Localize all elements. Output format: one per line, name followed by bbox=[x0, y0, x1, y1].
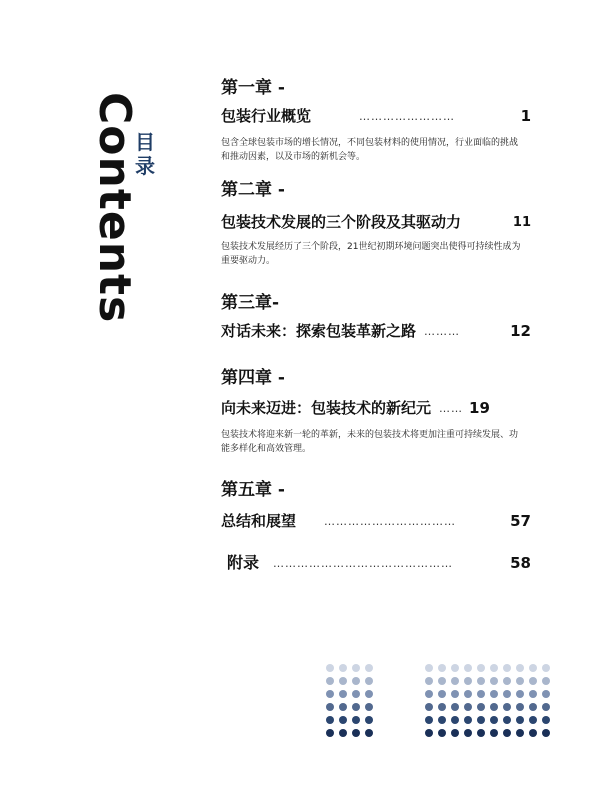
decorative-dot bbox=[490, 729, 498, 737]
chapter-3-leader-dots: ……… bbox=[424, 324, 461, 338]
decorative-dot bbox=[529, 716, 537, 724]
chapter-4-description: 包装技术将迎来新一轮的革新，未来的包装技术将更加注重可持续发展、功能多样化和高效管理。 bbox=[221, 430, 519, 454]
decorative-dot bbox=[542, 703, 550, 711]
chapter-2-entry[interactable] bbox=[221, 211, 531, 233]
decorative-dot bbox=[339, 677, 347, 685]
decorative-dot bbox=[425, 716, 433, 724]
decorative-dot bbox=[490, 664, 498, 672]
contents-title-en: Contents bbox=[89, 92, 140, 324]
chapter-1-label: 第一章 - bbox=[221, 78, 285, 98]
chapter-3-label: 第三章- bbox=[221, 293, 280, 313]
decorative-dot bbox=[352, 664, 360, 672]
decorative-dot bbox=[365, 690, 373, 698]
decorative-dot bbox=[451, 729, 459, 737]
chapter-1-page-number: 1 bbox=[520, 107, 531, 125]
appendix-title: 附录 bbox=[227, 553, 260, 572]
decorative-dot bbox=[365, 729, 373, 737]
chapter-1-leader-dots: …………………… bbox=[359, 109, 456, 123]
decorative-dot bbox=[490, 716, 498, 724]
decorative-dot-grid-right bbox=[425, 664, 555, 742]
chapter-1-entry[interactable] bbox=[221, 105, 531, 127]
decorative-dot bbox=[464, 664, 472, 672]
decorative-dot bbox=[503, 703, 511, 711]
decorative-dot bbox=[365, 664, 373, 672]
decorative-dot bbox=[503, 677, 511, 685]
chapter-1-title: 包装行业概览 bbox=[221, 107, 312, 125]
decorative-dot bbox=[438, 677, 446, 685]
decorative-dot bbox=[326, 729, 334, 737]
decorative-dot bbox=[477, 729, 485, 737]
chapter-1-description: 包含全球包装市场的增长情况，不同包装材料的使用情况，行业面临的挑战和推动因素，以及市场的新机会等。 bbox=[221, 138, 519, 162]
decorative-dot bbox=[516, 690, 524, 698]
appendix-page-number: 58 bbox=[510, 554, 531, 572]
chapter-5-label: 第五章 - bbox=[221, 480, 285, 500]
decorative-dot bbox=[503, 664, 511, 672]
decorative-dot bbox=[490, 677, 498, 685]
chapter-2-label: 第二章 - bbox=[221, 180, 285, 200]
decorative-dot bbox=[438, 664, 446, 672]
decorative-dot bbox=[464, 690, 472, 698]
decorative-dot bbox=[339, 716, 347, 724]
decorative-dot bbox=[464, 703, 472, 711]
decorative-dot bbox=[352, 716, 360, 724]
decorative-dot bbox=[529, 664, 537, 672]
decorative-dot bbox=[339, 664, 347, 672]
chapter-2-title: 包装技术发展的三个阶段及其驱动力 bbox=[221, 213, 462, 231]
appendix-entry[interactable] bbox=[227, 552, 531, 574]
chapter-3-page-number: 12 bbox=[510, 322, 531, 340]
decorative-dot bbox=[451, 716, 459, 724]
decorative-dot bbox=[477, 664, 485, 672]
decorative-dot bbox=[503, 690, 511, 698]
decorative-dot bbox=[542, 729, 550, 737]
decorative-dot bbox=[451, 690, 459, 698]
chapter-5-page-number: 57 bbox=[510, 512, 531, 530]
contents-title-cn bbox=[135, 130, 159, 178]
decorative-dot bbox=[464, 716, 472, 724]
decorative-dot bbox=[339, 703, 347, 711]
chapter-5-title: 总结和展望 bbox=[221, 512, 297, 530]
decorative-dot bbox=[425, 690, 433, 698]
decorative-dot bbox=[529, 690, 537, 698]
decorative-dot bbox=[425, 664, 433, 672]
decorative-dot bbox=[542, 716, 550, 724]
decorative-dot bbox=[477, 677, 485, 685]
chapter-4-entry[interactable] bbox=[221, 397, 531, 419]
chapter-4-page-number: 19 bbox=[469, 399, 490, 417]
chapter-3-entry[interactable] bbox=[221, 320, 531, 342]
chapter-5-entry[interactable] bbox=[221, 510, 531, 532]
chapter-4-leader-dots: …… bbox=[439, 401, 464, 415]
decorative-dot bbox=[352, 690, 360, 698]
decorative-dot bbox=[477, 716, 485, 724]
contents-title-cn-char-2: 录 bbox=[135, 154, 155, 178]
decorative-dot bbox=[438, 716, 446, 724]
decorative-dot bbox=[477, 703, 485, 711]
decorative-dot-grid-left bbox=[326, 664, 378, 742]
chapter-4-title: 向未来迈进：包装技术的新纪元 bbox=[221, 399, 432, 417]
decorative-dot bbox=[352, 677, 360, 685]
chapter-2-description: 包装技术发展经历了三个阶段，21世纪初期环境问题突出使得可持续性成为重要驱动力。 bbox=[221, 242, 521, 266]
decorative-dot bbox=[425, 729, 433, 737]
appendix-leader-dots: ……………………………………… bbox=[273, 556, 454, 570]
decorative-dot bbox=[425, 703, 433, 711]
decorative-dot bbox=[516, 677, 524, 685]
decorative-dot bbox=[529, 677, 537, 685]
decorative-dot bbox=[542, 677, 550, 685]
decorative-dot bbox=[529, 729, 537, 737]
decorative-dot bbox=[365, 677, 373, 685]
decorative-dot bbox=[529, 703, 537, 711]
decorative-dot bbox=[326, 716, 334, 724]
decorative-dot bbox=[326, 690, 334, 698]
decorative-dot bbox=[339, 690, 347, 698]
decorative-dot bbox=[438, 703, 446, 711]
decorative-dot bbox=[490, 703, 498, 711]
decorative-dot bbox=[503, 716, 511, 724]
chapter-5-leader-dots: …………………………… bbox=[324, 514, 457, 528]
decorative-dot bbox=[451, 677, 459, 685]
decorative-dot bbox=[326, 664, 334, 672]
decorative-dot bbox=[365, 716, 373, 724]
chapter-4-label: 第四章 - bbox=[221, 368, 285, 388]
contents-title-cn-char-1: 目 bbox=[135, 130, 155, 154]
decorative-dot bbox=[516, 703, 524, 711]
decorative-dot bbox=[438, 690, 446, 698]
decorative-dot bbox=[339, 729, 347, 737]
decorative-dot bbox=[477, 690, 485, 698]
decorative-dot bbox=[503, 729, 511, 737]
decorative-dot bbox=[464, 677, 472, 685]
decorative-dot bbox=[352, 703, 360, 711]
decorative-dot bbox=[326, 703, 334, 711]
decorative-dot bbox=[451, 664, 459, 672]
decorative-dot bbox=[542, 690, 550, 698]
decorative-dot bbox=[451, 703, 459, 711]
decorative-dot bbox=[464, 729, 472, 737]
decorative-dot bbox=[516, 716, 524, 724]
decorative-dot bbox=[542, 664, 550, 672]
chapter-2-page-number: 11 bbox=[512, 214, 531, 230]
decorative-dot bbox=[365, 703, 373, 711]
decorative-dot bbox=[438, 729, 446, 737]
decorative-dot bbox=[516, 664, 524, 672]
chapter-3-title: 对话未来：探索包装革新之路 bbox=[221, 322, 417, 340]
decorative-dot bbox=[352, 729, 360, 737]
decorative-dot bbox=[425, 677, 433, 685]
decorative-dot bbox=[516, 729, 524, 737]
decorative-dot bbox=[490, 690, 498, 698]
decorative-dot bbox=[326, 677, 334, 685]
